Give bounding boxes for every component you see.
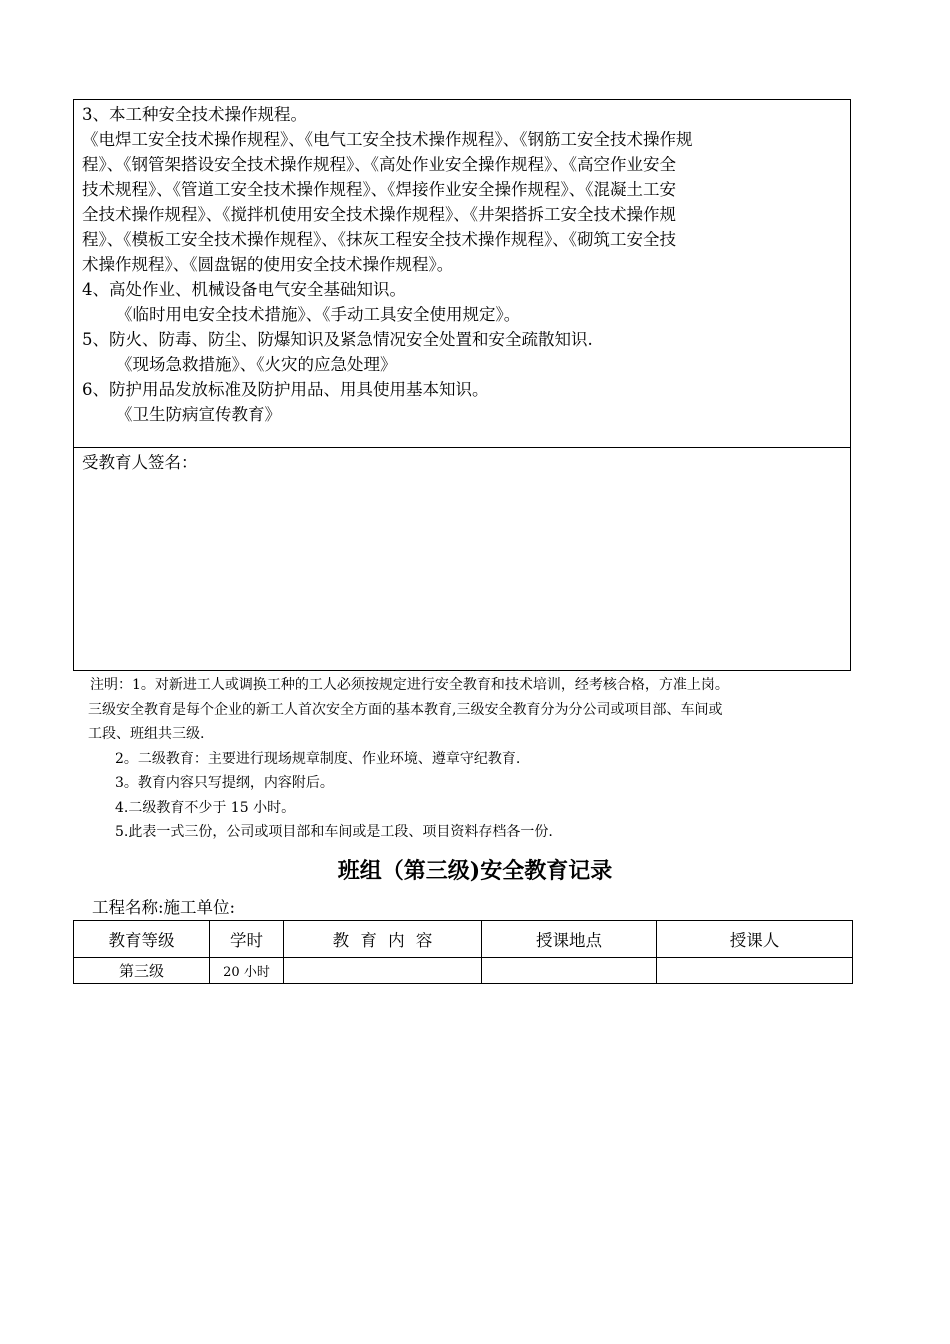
signature-box[interactable] [73,448,851,671]
cell-location[interactable] [482,958,657,984]
section-6-heading: 6、防护用品发放标准及防护用品、用具使用基本知识。 [82,380,489,399]
header-content: 教 育 内 容 [284,921,482,958]
section-4-detail: 《临时用电安全技术措施》、《手动工具安全使用规定》。 [116,305,521,324]
section-5-heading: 5、防火、防毒、防尘、防爆知识及紧急情况安全处置和安全疏散知识. [82,330,593,349]
header-instructor: 授课人 [657,921,853,958]
section-3-line: 术操作规程》、《圆盘锯的使用安全技术操作规程》。 [82,255,454,274]
header-location: 授课地点 [482,921,657,958]
section-3-line: 技术规程》、《管道工安全技术操作规程》、《焊接作业安全操作规程》、《混凝土工安 [82,180,676,199]
table-header-row [74,921,853,958]
signature-label: 受教育人签名： [82,453,198,472]
note-item-2: 2。二级教育：主要进行现场规章制度、作业环境、遵章守纪教育. [115,750,521,767]
education-record-table [73,920,853,984]
notes-section [90,673,870,845]
project-line: 工程名称:施工单位: [92,898,236,917]
cell-level: 第三级 [74,958,210,984]
table-row [74,958,853,984]
note-line: 注明：1。对新进工人或调换工种的工人必须按规定进行安全教育和技术培训，经考核合格，方准上岗。 [90,677,729,693]
header-hours: 学时 [210,921,284,958]
cell-content[interactable] [284,958,482,984]
section-3-line: 全技术操作规程》、《搅拌机使用安全技术操作规程》、《井架搭拆工安全技术操作规 [82,205,676,224]
education-content-box [73,99,851,448]
section-5-detail: 《现场急救措施》、《火灾的应急处理》 [116,355,397,374]
section-3-line: 程》、《钢管架搭设安全技术操作规程》、《高处作业安全操作规程》、《高空作业安全 [82,155,676,174]
note-line: 工段、班组共三级. [88,726,205,742]
cell-hours: 20 小时 [210,958,284,984]
note-line: 三级安全教育是每个企业的新工人首次安全方面的基本教育,三级安全教育分为分公司或项目部、车间或 [88,701,723,718]
cell-instructor[interactable] [657,958,853,984]
section-3-line: 《电焊工安全技术操作规程》、《电气工安全技术操作规程》、《钢筋工安全技术操作规 [82,130,693,149]
section-4-heading: 4、高处作业、机械设备电气安全基础知识。 [82,280,406,299]
section-3-line: 程》、《模板工安全技术操作规程》、《抹灰工程安全技术操作规程》、《砌筑工安全技 [82,230,676,249]
note-item-3: 3。教育内容只写提纲，内容附后。 [115,775,334,791]
record-title: 班组（第三级)安全教育记录 [337,858,613,884]
section-6-detail: 《卫生防病宣传教育》 [116,405,281,424]
note-item-5: 5.此表一式三份，公司或项目部和车间或是工段、项目资料存档各一份. [115,824,553,840]
note-item-4: 4.二级教育不少于 15 小时。 [115,799,296,816]
header-level: 教育等级 [74,921,210,958]
section-3-heading: 3、本工种安全技术操作规程。 [82,105,307,124]
